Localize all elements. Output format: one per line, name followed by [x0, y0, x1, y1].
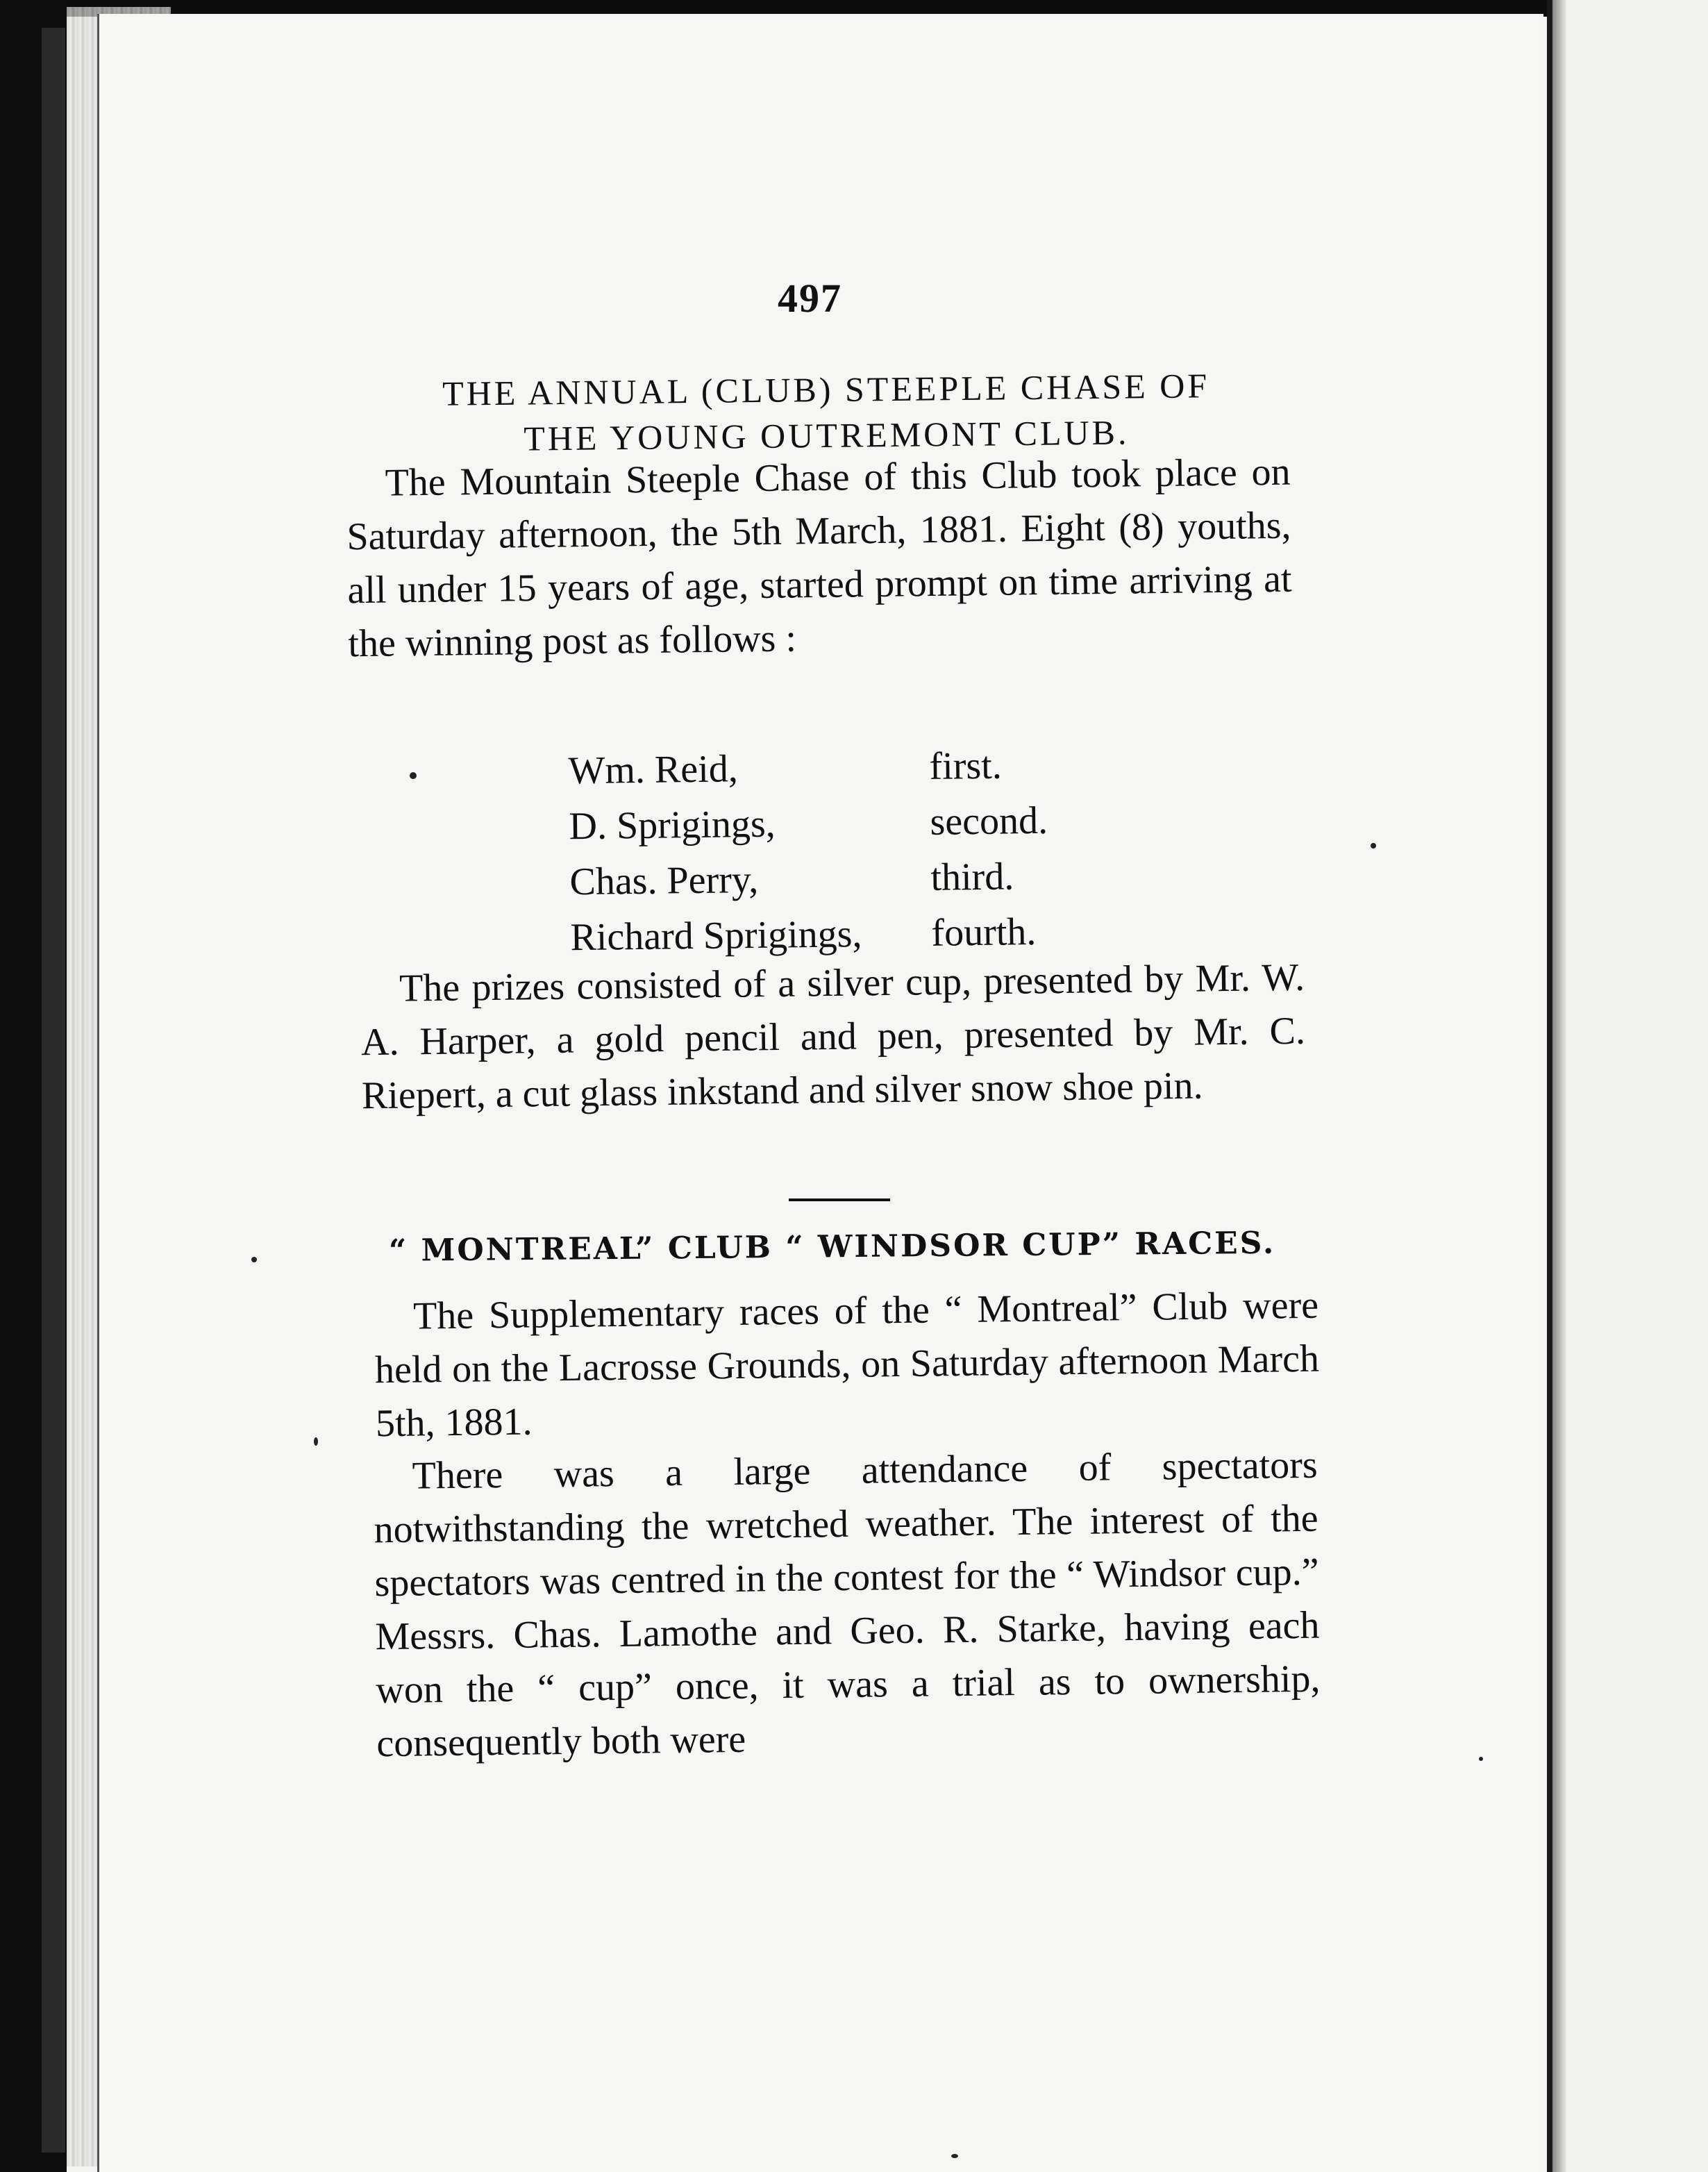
- stray-mark: [1371, 843, 1376, 849]
- article1-title-line1: THE ANNUAL (CLUB) STEEPLE CHASE OF: [442, 366, 1210, 413]
- book-spine-shadow: [42, 28, 65, 2153]
- result-row: [568, 737, 1047, 799]
- result-row: [569, 793, 1048, 854]
- stray-mark: [314, 1437, 318, 1446]
- gutter-line: [1547, 0, 1552, 2172]
- result-place: third.: [930, 855, 1014, 899]
- article2-title: “ MONTREAL” CLUB “ WINDSOR CUP” RACES.: [388, 1225, 1276, 1269]
- result-place: fourth.: [931, 910, 1037, 955]
- result-name: Richard Sprigings,: [570, 912, 862, 960]
- results-list: [568, 737, 1049, 965]
- stray-mark: [1479, 1757, 1483, 1761]
- stray-mark: [410, 772, 417, 779]
- article2-paragraph1: The Supplementary races of the “ Montreal” Club were held on the Lacrosse Grounds, on Saturday afternoon March 5th, 1881.: [374, 1283, 1320, 1446]
- result-name: D. Sprigings,: [569, 802, 776, 849]
- stray-mark: [951, 2154, 958, 2158]
- facing-page-edge: [1566, 0, 1708, 2172]
- gutter-shade: [1552, 0, 1566, 2172]
- page-number: 497: [778, 276, 842, 321]
- article2-paragraph2: There was a large attendance of spectators notwithstanding the wretched weather. The interest of the spectators was centred in the contest for the “ Windsor cup.” Messrs. Chas. Lamothe and Geo. R. Starke, having each won the “ cup” once, it was a trial as to ownership, consequently both were: [374, 1443, 1321, 1766]
- result-place: second.: [930, 799, 1048, 844]
- article1-title-line2: THE YOUNG OUTREMONT CLUB.: [523, 412, 1130, 458]
- section-divider: [789, 1198, 890, 1201]
- article1-prizes: The prizes consisted of a silver cup, presented by Mr. W. A. Harper, a gold pencil and pen, presented by Mr. C. Riepert, a cut glass inkstand and silver snow shoe pin.: [360, 955, 1306, 1118]
- result-place: first.: [929, 744, 1003, 788]
- result-name: Wm. Reid,: [568, 747, 739, 793]
- result-row: [569, 849, 1048, 910]
- article1-intro: The Mountain Steeple Chase of this Club took place on Saturday afternoon, the 5th March, 1881. Eight (8) youths, all under 15 years of age, started prompt on time arriving at the winning post as follows :: [346, 450, 1292, 666]
- result-name: Chas. Perry,: [569, 858, 759, 904]
- stray-mark: [251, 1257, 257, 1262]
